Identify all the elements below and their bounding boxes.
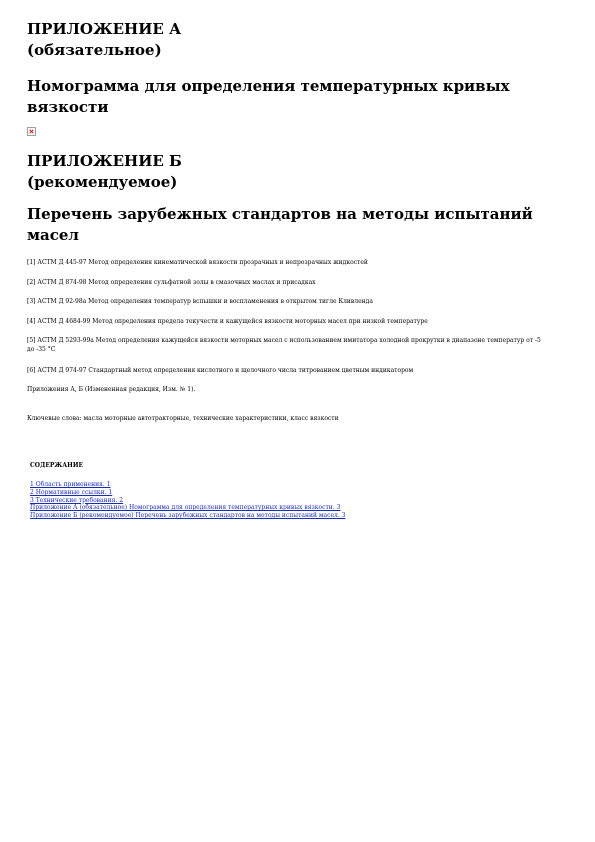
toc-link-technical-requirements[interactable]: 3 Технические требования. 2 <box>30 496 124 504</box>
appendix-a-title: ПРИЛОЖЕНИЕ А <box>27 20 182 38</box>
toc-item <box>30 489 550 497</box>
broken-image-icon <box>27 127 36 136</box>
appendix-b-title: ПРИЛОЖЕНИЕ Б <box>27 152 182 170</box>
toc-list <box>30 481 550 520</box>
toc-item <box>30 512 550 520</box>
toc-heading: СОДЕРЖАНИЕ <box>30 462 84 469</box>
reference-item-1: [1] АСТМ Д 445-97 Метод определения кинематической вязкости прозрачных и непрозрачных жидкостей <box>27 259 368 266</box>
toc-item <box>30 504 550 512</box>
toc-link-appendix-b[interactable]: Приложение Б (рекомендуемое) Перечень зарубежных стандартов на методы испытаний масел. 3 <box>30 512 346 520</box>
toc-link-scope[interactable]: 1 Область применения. 1 <box>30 481 111 488</box>
toc-link-normative-references[interactable]: 2 Нормативные ссылки. 1 <box>30 488 113 496</box>
toc-link-appendix-a[interactable]: Приложение А (обязательное) Номограмма для определения температурных кривых вязкости. 3 <box>30 504 341 512</box>
reference-item-5: [5] АСТМ Д 5293-99а Метод определения кажущейся вязкости моторных масел с использованием имитатора холодной прокрутки в диапазоне температур от -5 до -35 °С <box>27 337 541 353</box>
appendix-b-status: (рекомендуемое) <box>27 173 178 191</box>
appendix-a-status: (обязательное) <box>27 41 162 59</box>
reference-item-3: [3] АСТМ Д 92-98а Метод определения температур вспышки и воспламенения в открытом тигле Кливленда <box>27 298 373 305</box>
keywords: Ключевые слова: масла моторные автотракторные, технические характеристики, класс вязкости <box>27 415 339 422</box>
reference-item-6: [6] АСТМ Д 974-97 Стандартный метод определения кислотного и щелочного числа титрованием цветным индикатором <box>27 367 414 374</box>
toc-item <box>30 481 550 489</box>
appendix-b-heading: Перечень зарубежных стандартов на методы испытаний масел <box>27 205 533 244</box>
reference-item-2: [2] АСТМ Д 874-98 Метод определения сульфатной золы в смазочных маслах и присадках <box>27 279 316 286</box>
appendix-a-heading: Номограмма для определения температурных кривых вязкости <box>27 77 510 116</box>
reference-item-4: [4] АСТМ Д 4684-99 Метод определения предела текучести и кажущейся вязкости моторных масел при низкой температуре <box>27 318 428 325</box>
amendment-note: Приложения А, Б (Измененная редакция, Изм. № 1). <box>27 386 196 393</box>
toc-item <box>30 497 550 505</box>
